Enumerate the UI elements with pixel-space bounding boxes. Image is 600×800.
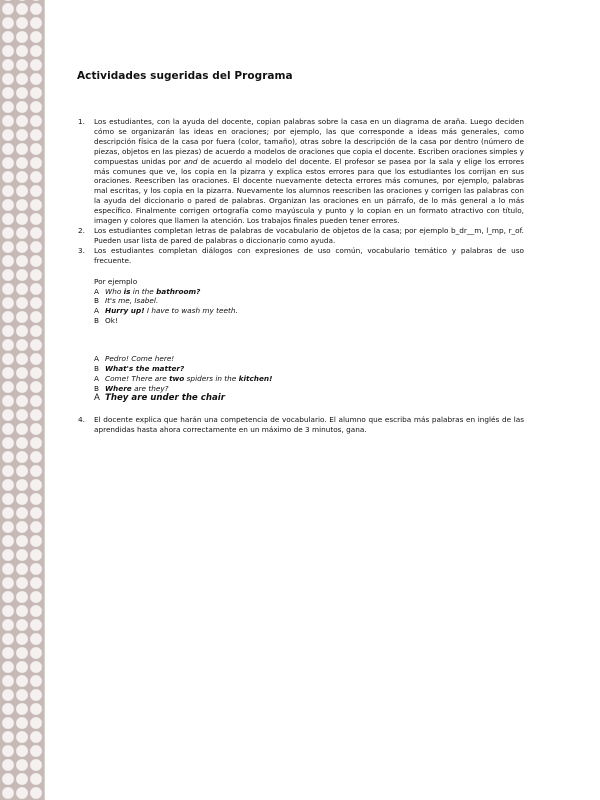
dialog-line	[94, 364, 524, 374]
dialog-text: Come! There are	[105, 373, 170, 383]
dialog-text-bold: kitchen	[238, 373, 270, 383]
dialog-line	[94, 354, 524, 364]
dialog-text-bold: bathroom	[156, 286, 197, 296]
list-item	[78, 415, 524, 435]
item-number: 2.	[78, 225, 85, 235]
dialog-text: are they?	[131, 383, 169, 393]
dialog-line	[94, 306, 524, 316]
page-title: Actividades sugeridas del Programa	[77, 70, 293, 82]
binding-edge	[44, 0, 45, 800]
speaker: A	[94, 306, 99, 316]
dialog-1	[94, 287, 524, 327]
speaker: A	[94, 392, 100, 403]
item-text: Los estudiantes completan diálogos con expresiones de uso común, vocabulario temático y palabras de uso frecuente.	[94, 245, 524, 265]
dialog-text: It's me, Isabel.	[105, 296, 159, 306]
dialog-text-bold: two	[169, 373, 185, 383]
list-item	[78, 117, 524, 226]
dialog-text: Who	[105, 286, 124, 296]
example-label: Por ejemplo	[94, 276, 138, 286]
dialog-2	[94, 354, 524, 404]
dialog-line	[94, 394, 524, 404]
speaker: A	[94, 354, 99, 364]
dialog-text-bold: They are under the chair	[105, 392, 225, 403]
dialog-text: Pedro! Come here!	[105, 354, 175, 364]
item-number: 4.	[78, 414, 85, 424]
item-text-after: de acuerdo al modelo del docente. El profesor se pasea por la sala y elige los errores más comunes que ve, los copia en la pizarra y explica estos errores para que los estudiantes los corrijan en sus oraciones. Reescriben las oraciones. El docente nuevamente detecta errores más comunes, por ejemplo, palabras mal escritas, y los copia en la pizarra. Nuevamente los alumnos reescriben las oraciones y corrigen las palabras con la ayuda del diccionario o pared de palabras. Organizan las oraciones en un párrafo, de lo más general a lo más específico. Finalmente corrigen ortografía como mayúscula y punto y lo copian en un formato atractivo con título, imagen y colores que llamen la atención. Los trabajos finales pueden tener errores.	[94, 156, 524, 226]
dialog-text-bold: Hurry up!	[105, 306, 145, 316]
dialog-line	[94, 287, 524, 297]
list-item	[78, 246, 524, 404]
activity-list	[78, 117, 524, 434]
item-number: 1.	[78, 117, 85, 126]
dialog-text: I have to wash my teeth.	[144, 306, 238, 316]
speaker: B	[94, 296, 100, 306]
speaker: A	[94, 286, 99, 296]
dialog-text: in the	[130, 286, 157, 296]
dialog-text-bold: What's the matter?	[105, 364, 185, 374]
speaker: B	[94, 364, 100, 374]
item-text: El docente explica que harán una competencia de vocabulario. El alumno que escriba más palabras en inglés de las aprendidas hasta ahora correctamente en un máximo de 3 minutos, gana.	[94, 414, 524, 434]
dialog-text: spiders in the	[184, 373, 239, 383]
item-number: 3.	[78, 245, 85, 255]
dialog-line	[94, 296, 524, 306]
speaker: A	[94, 373, 99, 383]
example-block	[94, 277, 524, 404]
dialog-line	[94, 316, 524, 326]
dialog-line	[94, 374, 524, 384]
item-text: Los estudiantes completan letras de palabras de vocabulario de objetos de la casa; por ejemplo b_dr__m, l_mp, r_of. Pueden usar lista de pared de palabras o diccionario como ayuda.	[94, 225, 524, 245]
spiral-binding-strip	[0, 0, 44, 800]
item-text-em: and	[183, 156, 198, 166]
list-item	[78, 226, 524, 246]
dialog-text-bold: !	[269, 373, 273, 383]
dialog-text-bold: Where	[105, 383, 132, 393]
speaker: B	[94, 383, 100, 393]
dialog-text: Ok!	[105, 316, 118, 326]
speaker: B	[94, 316, 100, 326]
item-text: Los estudiantes, con la ayuda del docente, copian palabras sobre la casa en un diagrama de araña. Luego deciden cómo se organizarán las ideas en oraciones; por ejemplo, las que corresponde a ideas más generales, como descripción física de la casa por fuera (color, tamaño), otras sobre la descripción de la casa por dentro (número de piezas, objetos en las piezas) de acuerdo a modelos de oraciones que copia el docente. Escriben oraciones simples y compuestas unidas por	[94, 117, 524, 166]
dialog-text-bold: is	[123, 286, 131, 296]
dialog-text-bold: ?	[196, 286, 201, 296]
